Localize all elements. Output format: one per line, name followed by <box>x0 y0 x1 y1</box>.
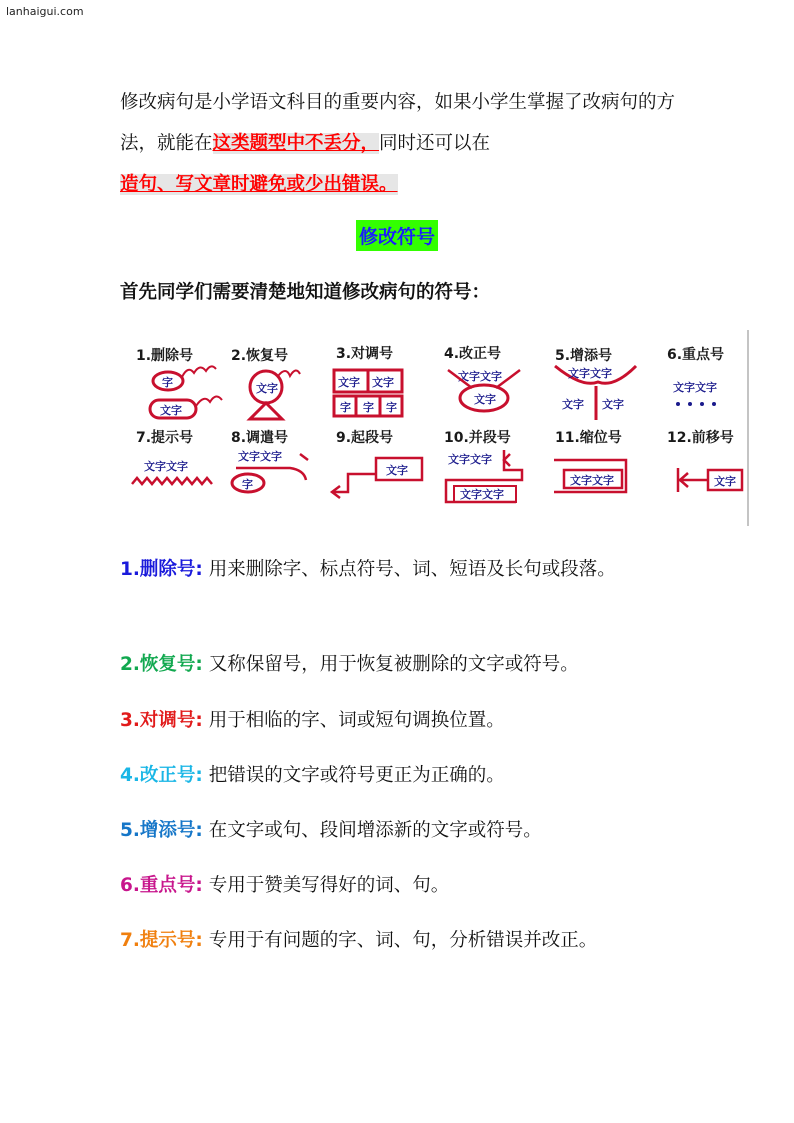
glyph-wenzi-wenzi: 文字文字 <box>144 460 188 473</box>
symbol-emphasis <box>673 380 717 406</box>
definition-text: 专用于赞美写得好的词、句。 <box>208 875 450 896</box>
definition-text: 在文字或句、段间增添新的文字或符号。 <box>208 820 542 841</box>
label-move: 8.调遣号 <box>231 430 289 446</box>
glyph-wenzi-wenzi: 文字文字 <box>568 367 612 380</box>
label-new-para: 9.起段号 <box>336 430 394 446</box>
symbol-restore <box>250 370 300 419</box>
label-swap: 3.对调号 <box>336 346 394 362</box>
glyph-wenzi: 文字 <box>474 393 496 406</box>
definition-term: 1.删除号: <box>120 559 203 580</box>
label-indent: 11.缩位号 <box>555 430 622 446</box>
glyph-wenzi-wenzi: 文字文字 <box>460 488 504 501</box>
glyph-wenzi-wenzi: 文字文字 <box>458 370 502 383</box>
definition-emphasis <box>120 871 449 897</box>
definition-correct <box>120 761 505 787</box>
symbol-swap <box>334 370 402 416</box>
glyph-zi: 字 <box>363 401 374 414</box>
symbol-correct <box>448 369 520 411</box>
glyph-wenzi-wenzi: 文字文字 <box>238 450 282 463</box>
label-move-forward: 12.前移号 <box>667 430 734 446</box>
glyph-zi: 字 <box>162 376 173 389</box>
definition-text: 把错误的文字或符号更正为正确的。 <box>208 765 505 786</box>
definition-delete <box>120 555 616 581</box>
glyph-wenzi: 文字 <box>602 398 624 411</box>
definition-text: 专用于有问题的字、词、句，分析错误并改正。 <box>208 930 598 951</box>
definition-term: 7.提示号: <box>120 930 203 951</box>
lead-sentence: 首先同学们需要清楚地知道修改病句的符号： <box>120 282 491 303</box>
glyph-zi: 字 <box>242 478 253 491</box>
glyph-wenzi: 文字 <box>372 376 394 389</box>
definition-text: 用来删除字、标点符号、词、短语及长句或段落。 <box>208 559 616 580</box>
intro-highlight-1: 这类题型中不丢分， <box>212 133 380 154</box>
symbol-delete <box>150 366 222 418</box>
site-watermark: lanhaigui.com <box>6 5 84 18</box>
glyph-wenzi: 文字 <box>714 475 736 488</box>
glyph-zi: 字 <box>340 401 351 414</box>
symbol-indent <box>554 460 626 492</box>
glyph-wenzi: 文字 <box>160 404 182 417</box>
label-merge-para: 10.并段号 <box>444 430 511 446</box>
definition-term: 3.对调号: <box>120 710 203 731</box>
symbols-figure <box>118 330 750 526</box>
label-hint: 7.提示号 <box>136 430 194 446</box>
label-correct: 4.改正号 <box>444 346 502 362</box>
definition-insert <box>120 816 542 842</box>
label-insert: 5.增添号 <box>555 348 613 364</box>
section-heading: 修改符号 <box>356 220 438 251</box>
symbol-merge-paragraph <box>446 450 522 502</box>
symbol-new-paragraph <box>332 458 422 498</box>
intro-paragraph <box>120 82 680 205</box>
symbols-figure-svg <box>118 330 750 526</box>
definition-term: 5.增添号: <box>120 820 203 841</box>
glyph-wenzi: 文字 <box>256 382 278 395</box>
label-restore: 2.恢复号 <box>231 348 289 364</box>
glyph-wenzi-wenzi: 文字文字 <box>448 453 492 466</box>
definition-term: 2.恢复号: <box>120 654 203 675</box>
intro-text-1: 修改病句是小学语文科目的重要内容，如果小学生掌握了改病句的方法，就能在 <box>120 92 676 154</box>
glyph-zi: 字 <box>386 401 397 414</box>
definition-restore <box>120 650 579 676</box>
glyph-wenzi: 文字 <box>562 398 584 411</box>
glyph-wenzi: 文字 <box>338 376 360 389</box>
glyph-wenzi: 文字 <box>386 464 408 477</box>
label-emphasis: 6.重点号 <box>667 347 725 363</box>
definition-hint <box>120 926 597 952</box>
symbol-move <box>232 449 308 492</box>
heading-wrap <box>0 220 794 251</box>
definition-term: 6.重点号: <box>120 875 203 896</box>
intro-highlight-2: 造句、写文章时避免或少出错误。 <box>120 174 398 195</box>
definition-swap <box>120 706 505 732</box>
definition-text: 又称保留号，用于恢复被删除的文字或符号。 <box>208 654 579 675</box>
definition-term: 4.改正号: <box>120 765 203 786</box>
glyph-wenzi-wenzi: 文字文字 <box>570 474 614 487</box>
glyph-wenzi-wenzi: 文字文字 <box>673 381 717 394</box>
symbol-insert <box>555 366 636 420</box>
definition-text: 用于相临的字、词或短句调换位置。 <box>208 710 505 731</box>
symbol-move-forward <box>678 468 742 492</box>
symbol-hint <box>132 459 212 484</box>
label-delete: 1.删除号 <box>136 348 194 364</box>
intro-text-2: 同时还可以在 <box>379 133 491 154</box>
